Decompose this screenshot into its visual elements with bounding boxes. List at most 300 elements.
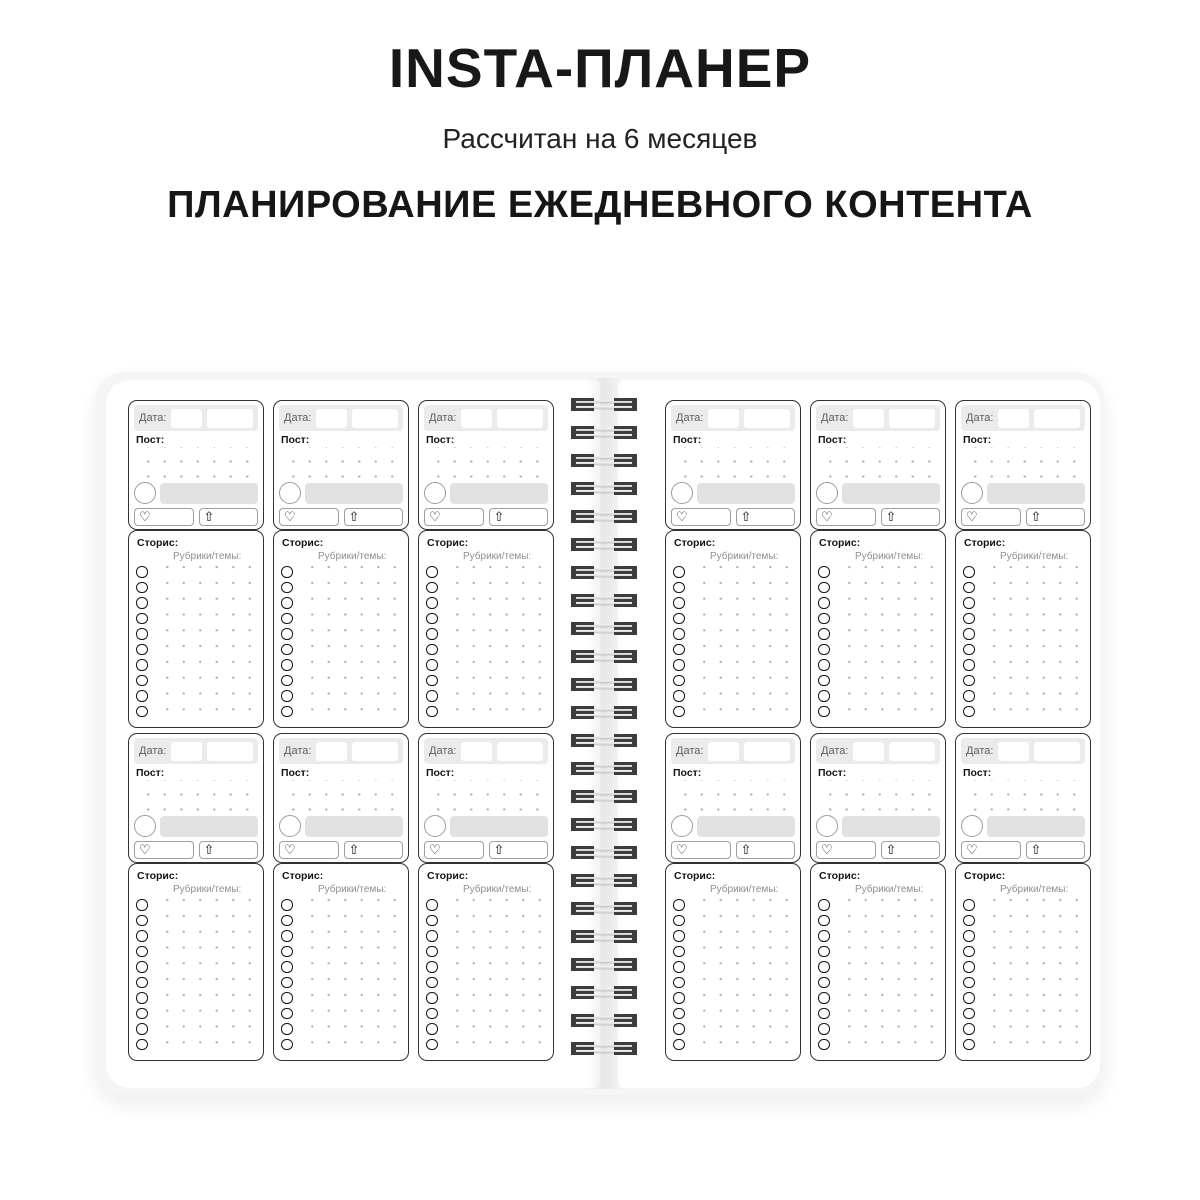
story-checkbox-circle — [281, 706, 293, 718]
stories-content — [672, 564, 795, 722]
stories-content — [817, 897, 940, 1055]
post-label: Пост: — [818, 434, 847, 446]
rubrics-label: Рубрики/темы: — [855, 551, 924, 562]
spiral-coil — [571, 846, 637, 859]
heart-icon: ♡ — [284, 842, 296, 858]
page-left — [106, 380, 600, 1088]
story-checkbox-circle — [818, 644, 830, 656]
date-row — [134, 405, 258, 431]
story-checkbox-circle — [963, 1039, 975, 1051]
story-checkbox-circle — [673, 613, 685, 625]
date-row — [424, 405, 548, 431]
share-icon: ⇧ — [348, 842, 360, 858]
notebook — [95, 372, 1105, 1095]
story-checkbox-circle — [426, 977, 438, 989]
story-checkbox-circle — [963, 946, 975, 958]
shares-box — [1026, 508, 1086, 526]
spiral-coil — [571, 958, 637, 971]
username-bar — [305, 816, 403, 837]
story-checkbox-circle — [136, 659, 148, 671]
stories-dot-grid — [152, 897, 257, 1054]
post-label: Пост: — [136, 434, 165, 446]
shares-box — [489, 841, 549, 859]
coil-bracket — [614, 930, 637, 943]
story-checkbox-circle — [281, 899, 293, 911]
story-checkbox-circle — [281, 946, 293, 958]
username-bar — [450, 483, 548, 504]
story-checkbox-circle — [673, 597, 685, 609]
planner-cell — [273, 400, 409, 728]
story-checkbox-circle — [426, 628, 438, 640]
stories-content — [280, 564, 403, 722]
story-checkbox-circle — [673, 899, 685, 911]
shares-box — [736, 841, 796, 859]
stories-dot-grid — [834, 897, 939, 1054]
date-field-box — [316, 409, 347, 428]
date-row — [816, 738, 940, 764]
story-checkbox-circle — [136, 899, 148, 911]
post-section — [128, 400, 264, 530]
date-field-box — [853, 409, 884, 428]
stories-label: Сторис: — [819, 870, 861, 882]
story-checkbox-circle — [281, 1039, 293, 1051]
story-checkbox-circle — [963, 582, 975, 594]
coil-bracket — [571, 1042, 594, 1055]
coil-bracket — [571, 594, 594, 607]
story-checkbox-circle — [426, 1039, 438, 1051]
coil-bracket — [614, 818, 637, 831]
date-label: Дата: — [676, 745, 704, 757]
stories-checkbox-column — [963, 564, 979, 722]
shares-box — [344, 841, 404, 859]
engagement-row — [961, 841, 1085, 859]
heart-icon: ♡ — [429, 509, 441, 525]
date-field-box — [998, 409, 1029, 428]
post-notes-dot-grid — [136, 780, 256, 814]
post-notes-dot-grid — [426, 447, 546, 481]
post-label: Пост: — [281, 434, 310, 446]
stories-checkbox-column — [281, 564, 297, 722]
story-checkbox-circle — [963, 675, 975, 687]
story-checkbox-circle — [426, 582, 438, 594]
stories-dot-grid — [689, 564, 794, 721]
planner-cell — [273, 733, 409, 1061]
username-bar — [305, 483, 403, 504]
stories-checkbox-column — [136, 564, 152, 722]
rubrics-label: Рубрики/темы: — [173, 884, 242, 895]
story-checkbox-circle — [673, 1039, 685, 1051]
story-checkbox-circle — [673, 659, 685, 671]
date-label: Дата: — [139, 412, 167, 424]
stories-section — [955, 863, 1091, 1061]
story-checkbox-circle — [963, 915, 975, 927]
spiral-coil — [571, 622, 637, 635]
rubrics-label: Рубрики/темы: — [710, 884, 779, 895]
story-checkbox-circle — [136, 915, 148, 927]
post-section — [810, 400, 946, 530]
spiral-coil — [571, 734, 637, 747]
share-icon: ⇧ — [203, 509, 215, 525]
story-checkbox-circle — [673, 961, 685, 973]
date-row — [671, 405, 795, 431]
coil-bracket — [614, 398, 637, 411]
spiral-coil — [571, 594, 637, 607]
rubrics-label: Рубрики/темы: — [173, 551, 242, 562]
username-bar — [987, 483, 1085, 504]
post-preview-row — [961, 481, 1085, 505]
story-checkbox-circle — [963, 566, 975, 578]
stories-dot-grid — [834, 564, 939, 721]
post-label: Пост: — [963, 434, 992, 446]
date-row — [961, 738, 1085, 764]
spiral-coil — [571, 1014, 637, 1027]
story-checkbox-circle — [426, 1008, 438, 1020]
date-row — [816, 405, 940, 431]
post-notes-dot-grid — [818, 447, 938, 481]
post-preview-row — [279, 814, 403, 838]
post-section — [273, 400, 409, 530]
avatar-circle — [279, 482, 301, 504]
coil-bracket — [614, 538, 637, 551]
story-checkbox-circle — [963, 899, 975, 911]
post-preview-row — [134, 481, 258, 505]
date-row — [279, 405, 403, 431]
story-checkbox-circle — [673, 690, 685, 702]
post-preview-row — [424, 814, 548, 838]
coil-bracket — [571, 734, 594, 747]
stories-dot-grid — [297, 897, 402, 1054]
planner-cell — [810, 400, 946, 728]
stories-content — [672, 897, 795, 1055]
username-bar — [160, 483, 258, 504]
stories-content — [425, 897, 548, 1055]
planner-cell — [955, 733, 1091, 1061]
coil-bracket — [614, 874, 637, 887]
avatar-circle — [961, 815, 983, 837]
post-preview-row — [961, 814, 1085, 838]
share-icon: ⇧ — [203, 842, 215, 858]
date-field-box — [171, 742, 202, 761]
planner-cell — [418, 400, 554, 728]
coil-bracket — [614, 1014, 637, 1027]
rubrics-label: Рубрики/темы: — [1000, 551, 1069, 562]
story-checkbox-circle — [673, 946, 685, 958]
stories-label: Сторис: — [674, 537, 716, 549]
shares-box — [344, 508, 404, 526]
post-section — [418, 400, 554, 530]
story-checkbox-circle — [136, 992, 148, 1004]
shares-box — [1026, 841, 1086, 859]
spiral-coil — [571, 510, 637, 523]
avatar-circle — [816, 482, 838, 504]
stories-section — [273, 530, 409, 728]
date-label: Дата: — [821, 412, 849, 424]
post-preview-row — [671, 481, 795, 505]
stories-section — [810, 863, 946, 1061]
story-checkbox-circle — [963, 690, 975, 702]
likes-box — [134, 841, 194, 859]
share-icon: ⇧ — [740, 509, 752, 525]
story-checkbox-circle — [426, 946, 438, 958]
story-checkbox-circle — [281, 628, 293, 640]
stories-label: Сторис: — [964, 870, 1006, 882]
post-notes-dot-grid — [281, 447, 401, 481]
avatar-circle — [134, 815, 156, 837]
username-bar — [160, 816, 258, 837]
date-field-box — [744, 409, 790, 428]
date-label: Дата: — [676, 412, 704, 424]
coil-bracket — [614, 958, 637, 971]
story-checkbox-circle — [136, 930, 148, 942]
post-label: Пост: — [281, 767, 310, 779]
story-checkbox-circle — [818, 992, 830, 1004]
share-icon: ⇧ — [885, 842, 897, 858]
story-checkbox-circle — [818, 675, 830, 687]
story-checkbox-circle — [673, 1023, 685, 1035]
engagement-row — [671, 508, 795, 526]
stories-section — [128, 863, 264, 1061]
story-checkbox-circle — [281, 582, 293, 594]
post-notes-dot-grid — [426, 780, 546, 814]
likes-box — [816, 508, 876, 526]
post-section — [665, 400, 801, 530]
heart-icon: ♡ — [429, 842, 441, 858]
coil-bracket — [614, 622, 637, 635]
story-checkbox-circle — [136, 946, 148, 958]
heart-icon: ♡ — [676, 842, 688, 858]
story-checkbox-circle — [673, 628, 685, 640]
story-checkbox-circle — [281, 961, 293, 973]
date-field-box — [853, 742, 884, 761]
coil-bracket — [614, 678, 637, 691]
stories-section — [418, 863, 554, 1061]
date-field-box — [352, 742, 398, 761]
story-checkbox-circle — [426, 899, 438, 911]
story-checkbox-circle — [136, 644, 148, 656]
story-checkbox-circle — [818, 690, 830, 702]
spiral-coil — [571, 482, 637, 495]
stories-checkbox-column — [818, 564, 834, 722]
username-bar — [842, 816, 940, 837]
spiral-coil — [571, 426, 637, 439]
story-checkbox-circle — [673, 675, 685, 687]
spiral-coil — [571, 874, 637, 887]
date-field-box — [708, 742, 739, 761]
engagement-row — [961, 508, 1085, 526]
username-bar — [697, 483, 795, 504]
spiral-coil — [571, 790, 637, 803]
date-field-box — [207, 409, 253, 428]
engagement-row — [279, 508, 403, 526]
post-section — [128, 733, 264, 863]
avatar-circle — [816, 815, 838, 837]
story-checkbox-circle — [426, 961, 438, 973]
story-checkbox-circle — [963, 706, 975, 718]
planner-cell — [128, 733, 264, 1061]
engagement-row — [424, 841, 548, 859]
post-notes-dot-grid — [963, 780, 1083, 814]
stories-dot-grid — [442, 564, 547, 721]
story-checkbox-circle — [673, 1008, 685, 1020]
header — [0, 0, 1200, 227]
story-checkbox-circle — [673, 977, 685, 989]
story-checkbox-circle — [818, 977, 830, 989]
stories-content — [962, 564, 1085, 722]
stories-content — [425, 564, 548, 722]
date-label: Дата: — [284, 412, 312, 424]
date-field-box — [889, 409, 935, 428]
spiral-coil — [571, 706, 637, 719]
avatar-circle — [671, 482, 693, 504]
post-label: Пост: — [136, 767, 165, 779]
post-notes-dot-grid — [281, 780, 401, 814]
story-checkbox-circle — [136, 675, 148, 687]
coil-bracket — [614, 510, 637, 523]
story-checkbox-circle — [673, 706, 685, 718]
share-icon: ⇧ — [493, 509, 505, 525]
date-row — [279, 738, 403, 764]
coil-bracket — [614, 426, 637, 439]
story-checkbox-circle — [136, 566, 148, 578]
story-checkbox-circle — [426, 915, 438, 927]
heart-icon: ♡ — [966, 509, 978, 525]
date-label: Дата: — [429, 745, 457, 757]
engagement-row — [671, 841, 795, 859]
story-checkbox-circle — [426, 597, 438, 609]
heart-icon: ♡ — [676, 509, 688, 525]
heart-icon: ♡ — [284, 509, 296, 525]
date-row — [961, 405, 1085, 431]
rubrics-label: Рубрики/темы: — [1000, 884, 1069, 895]
likes-box — [671, 508, 731, 526]
date-field-box — [497, 742, 543, 761]
username-bar — [697, 816, 795, 837]
story-checkbox-circle — [281, 675, 293, 687]
story-checkbox-circle — [963, 977, 975, 989]
spiral-coil — [571, 566, 637, 579]
story-checkbox-circle — [673, 582, 685, 594]
spiral-coil — [571, 678, 637, 691]
stories-dot-grid — [442, 897, 547, 1054]
story-checkbox-circle — [136, 706, 148, 718]
date-field-box — [171, 409, 202, 428]
story-checkbox-circle — [818, 706, 830, 718]
coil-bracket — [571, 902, 594, 915]
story-checkbox-circle — [281, 597, 293, 609]
likes-box — [424, 508, 484, 526]
stories-section — [128, 530, 264, 728]
story-checkbox-circle — [963, 1023, 975, 1035]
post-label: Пост: — [818, 767, 847, 779]
coil-bracket — [571, 958, 594, 971]
post-label: Пост: — [426, 767, 455, 779]
story-checkbox-circle — [281, 930, 293, 942]
story-checkbox-circle — [281, 915, 293, 927]
coil-bracket — [571, 566, 594, 579]
coil-bracket — [571, 510, 594, 523]
post-label: Пост: — [426, 434, 455, 446]
coil-bracket — [614, 706, 637, 719]
planner-cell — [955, 400, 1091, 728]
story-checkbox-circle — [963, 961, 975, 973]
stories-content — [817, 564, 940, 722]
date-field-box — [497, 409, 543, 428]
coil-bracket — [571, 790, 594, 803]
post-notes-dot-grid — [673, 780, 793, 814]
date-field-box — [207, 742, 253, 761]
stories-section — [418, 530, 554, 728]
avatar-circle — [279, 815, 301, 837]
story-checkbox-circle — [281, 1023, 293, 1035]
story-checkbox-circle — [426, 613, 438, 625]
stories-checkbox-column — [818, 897, 834, 1055]
stories-checkbox-column — [426, 564, 442, 722]
share-icon: ⇧ — [885, 509, 897, 525]
story-checkbox-circle — [963, 597, 975, 609]
spiral-coil — [571, 454, 637, 467]
subtitle: Рассчитан на 6 месяцев — [442, 122, 758, 154]
likes-box — [961, 841, 1021, 859]
stories-checkbox-column — [136, 897, 152, 1055]
spiral-coil — [571, 538, 637, 551]
story-checkbox-circle — [136, 1023, 148, 1035]
avatar-circle — [134, 482, 156, 504]
post-preview-row — [816, 481, 940, 505]
story-checkbox-circle — [818, 899, 830, 911]
username-bar — [842, 483, 940, 504]
spiral-coil — [571, 650, 637, 663]
story-checkbox-circle — [818, 915, 830, 927]
story-checkbox-circle — [673, 992, 685, 1004]
coil-bracket — [614, 594, 637, 607]
spiral-coil — [571, 1042, 637, 1055]
story-checkbox-circle — [426, 566, 438, 578]
page-title: INSTA-ПЛАНЕР — [388, 37, 812, 99]
post-section — [810, 733, 946, 863]
story-checkbox-circle — [963, 992, 975, 1004]
engagement-row — [816, 508, 940, 526]
avatar-circle — [424, 815, 446, 837]
story-checkbox-circle — [963, 628, 975, 640]
story-checkbox-circle — [818, 613, 830, 625]
date-field-box — [352, 409, 398, 428]
stories-label: Сторис: — [137, 537, 179, 549]
date-label: Дата: — [139, 745, 167, 757]
stories-dot-grid — [689, 897, 794, 1054]
story-checkbox-circle — [136, 961, 148, 973]
story-checkbox-circle — [963, 659, 975, 671]
story-checkbox-circle — [136, 977, 148, 989]
share-icon: ⇧ — [1030, 842, 1042, 858]
coil-bracket — [571, 454, 594, 467]
date-field-box — [708, 409, 739, 428]
coil-bracket — [571, 622, 594, 635]
coil-bracket — [614, 762, 637, 775]
coil-bracket — [614, 454, 637, 467]
story-checkbox-circle — [136, 613, 148, 625]
date-row — [424, 738, 548, 764]
story-checkbox-circle — [818, 566, 830, 578]
likes-box — [961, 508, 1021, 526]
post-section — [955, 733, 1091, 863]
spiral-coil — [571, 930, 637, 943]
likes-box — [134, 508, 194, 526]
stories-section — [665, 530, 801, 728]
coil-bracket — [571, 482, 594, 495]
story-checkbox-circle — [818, 1008, 830, 1020]
post-label: Пост: — [673, 434, 702, 446]
story-checkbox-circle — [136, 1008, 148, 1020]
